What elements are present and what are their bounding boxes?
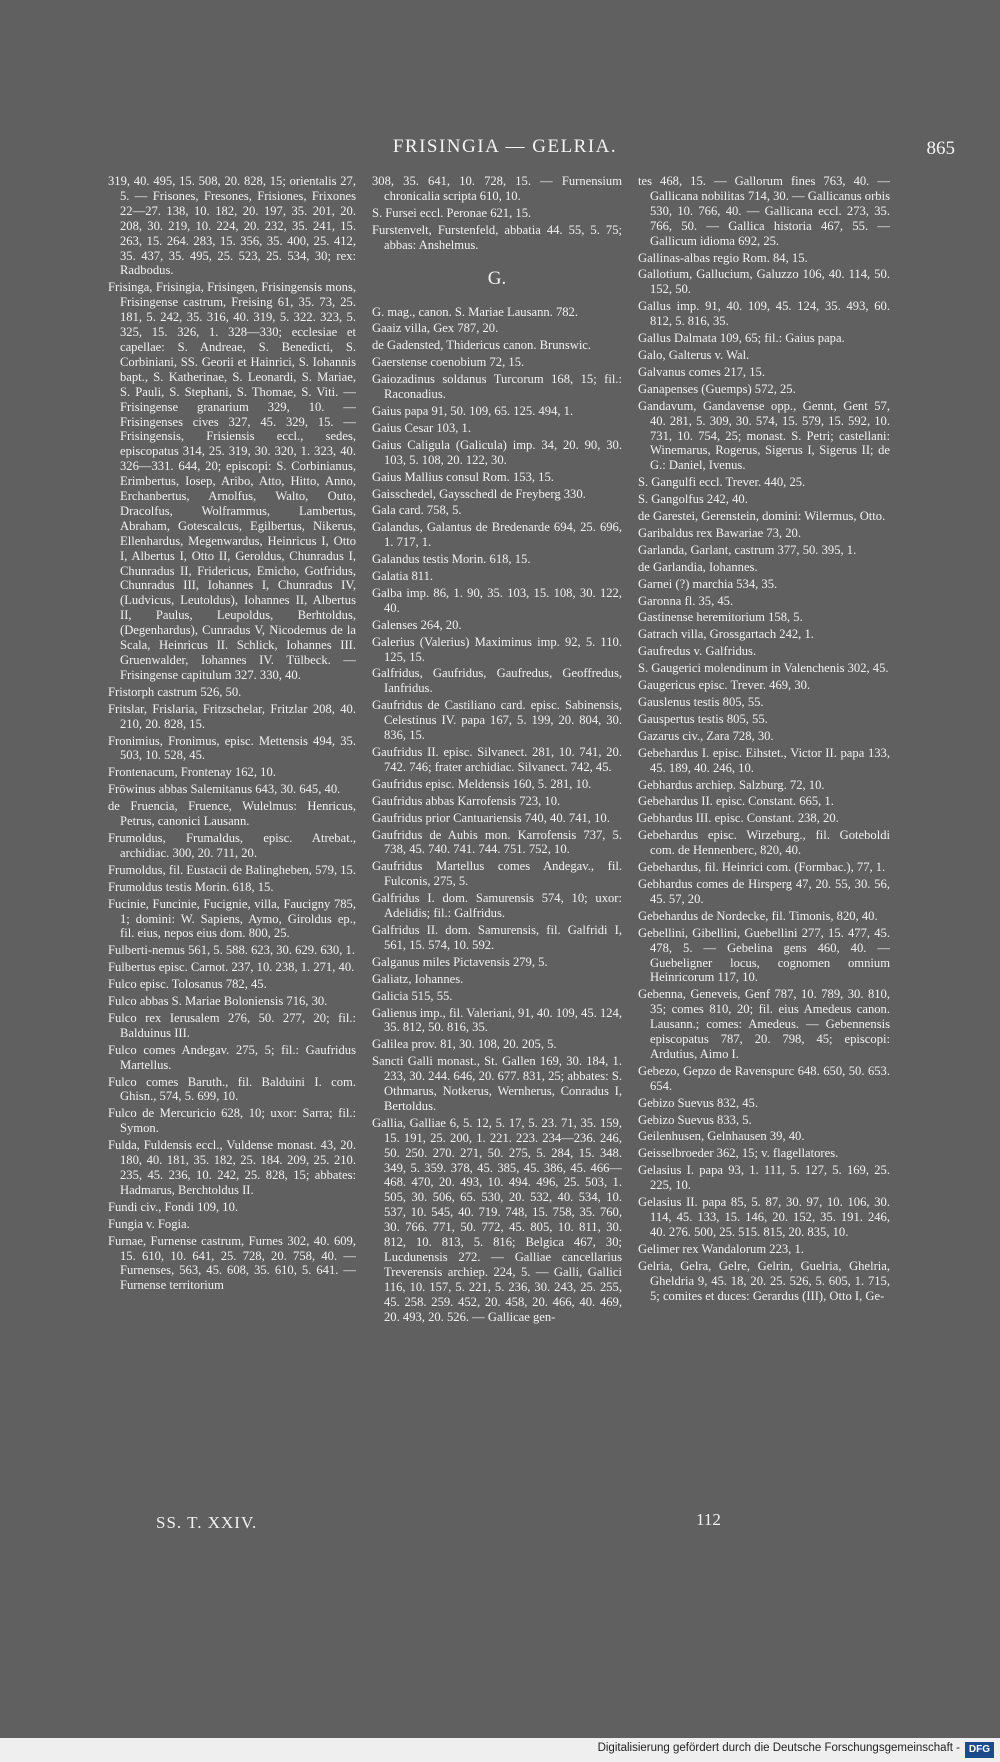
index-entry: Gaufredus v. Galfridus.	[638, 644, 757, 659]
index-entry: Gatrach villa, Grossgartach 242, 1.	[638, 627, 814, 642]
index-entry: Geilenhusen, Gelnhausen 39, 40.	[638, 1129, 805, 1144]
index-entry: Gaufridus de Castiliano card. episc. Sabinensis, Celestinus IV. papa 167, 5. 199, 20. 804, 30. 836, 15.	[372, 698, 622, 743]
index-entry: Fulco rex Ierusalem 276, 50. 277, 20; fil.: Balduinus III.	[108, 1010, 356, 1040]
index-entry: Gallia, Galliae 6, 5. 12, 5. 17, 5. 23. 71, 35. 159, 15. 191, 25. 200, 1. 221. 223. 234—236. 246, 50. 250. 270. 271, 50. 275, 5. 284, 15. 348. 349, 5. 359. 378, 45. 385, 45. 386, 45. 466—468. 470, 20. 493, 10. 494. 496, 25. 503, 1. 505, 30. 506, 65. 530, 20. 532, 40. 534, 10. 537, 10. 545, 40. 719. 748, 15. 758, 35. 760, 30. 766. 771, 50. 772, 45. 805, 10. 811, 30. 812, 10. 813, 5. 816; Belgica 467, 30; Lucdunensis 272. — Galliae cancellarius Treverensis archiep. 224, 5. — Galli, Gallici 116, 10. 157, 5. 221, 5. 236, 30. 243, 25. 255, 45. 258. 259. 452, 20. 458, 20. 466, 40. 469, 20. 493, 20. 526. — Gallicae gen-	[372, 1115, 622, 1324]
index-entry: Galandus testis Morin. 618, 15.	[372, 552, 531, 567]
index-entry: 308, 35. 641, 10. 728, 15. — Furnensium chronicalia scripta 610, 10.	[372, 174, 622, 203]
index-entry: Gaius papa 91, 50. 109, 65. 125. 494, 1.	[372, 403, 574, 418]
running-title: FRISINGIA — GELRIA.	[392, 136, 618, 157]
index-entry: Fundi civ., Fondi 109, 10.	[108, 1199, 239, 1214]
index-entry: Gaaiz villa, Gex 787, 20.	[372, 321, 499, 336]
index-entry: Gaugericus episc. Trever. 469, 30.	[638, 678, 811, 693]
index-entry: Fulco episc. Tolosanus 782, 45.	[108, 977, 267, 992]
index-entry: Gebellini, Gibellini, Guebellini 277, 15. 477, 45. 478, 5. — Gebelina gens 460, 40. — Guebeligner locus, cognomen omnium Heinricorum 117, 10.	[638, 925, 890, 985]
index-entry: Gaufridus de Aubis mon. Karrofensis 737, 5. 738, 45. 740. 741. 744. 751. 752, 10.	[372, 827, 622, 857]
index-entry: de Garestei, Gerenstein, domini: Wilermus, Otto.	[638, 509, 886, 524]
index-entry: Geisselbroeder 362, 15; v. flagellatores.	[638, 1146, 839, 1161]
index-entry: Gebizo Suevus 832, 45.	[638, 1095, 758, 1110]
index-entry: Gallotium, Gallucium, Galuzzo 106, 40. 114, 50. 152, 50.	[638, 267, 890, 297]
digitization-footer	[0, 1738, 1000, 1762]
index-entry: G. mag., canon. S. Mariae Lausann. 782.	[372, 304, 578, 319]
index-entry: Gaius Mallius consul Rom. 153, 15.	[372, 469, 554, 484]
index-entry: Sancti Galli monast., St. Gallen 169, 30. 184, 1. 233, 30. 244. 646, 20. 677. 831, 25; abbates: S. Othmarus, Notkerus, Wernherus, Conradus I, Bertoldus.	[372, 1054, 622, 1113]
index-entry: S. Gangolfus 242, 40.	[638, 492, 748, 507]
page-number: 865	[926, 138, 955, 159]
index-entry: Gaiozadinus soldanus Turcorum 168, 15; fil.: Raconadius.	[372, 372, 622, 402]
index-entry: Galfridus, Gaufridus, Gaufredus, Geoffredus, Ianfridus.	[372, 666, 622, 696]
index-entry: Gallus Dalmata 109, 65; fil.: Gaius papa.	[638, 331, 845, 346]
index-entry: Gaufridus abbas Karrofensis 723, 10.	[372, 793, 561, 808]
index-entry: Garnei (?) marchia 534, 35.	[638, 576, 778, 591]
index-entry: Frontenacum, Frontenay 162, 10.	[108, 765, 276, 780]
index-column-right	[638, 174, 890, 1504]
index-entry: Galiatz, Iohannes.	[372, 971, 464, 986]
index-entry: Furstenvelt, Furstenfeld, abbatia 44. 55, 5. 75; abbas: Anshelmus.	[372, 222, 622, 252]
index-entry: Gebizo Suevus 833, 5.	[638, 1112, 752, 1127]
index-entry: Galilea prov. 81, 30. 108, 20. 205, 5.	[372, 1037, 557, 1052]
index-entry: Fucinie, Funcinie, Fucignie, villa, Faucigny 785, 1; domini: W. Sapiens, Aymo, Giroldus ep., fil. eius, nepos eius dom. 800, 25.	[108, 896, 356, 941]
index-entry: Gebhardus comes de Hirsperg 47, 20. 55, 30. 56, 45. 57, 20.	[638, 876, 890, 906]
index-entry: Gaius Caligula (Galicula) imp. 34, 20. 90, 30. 103, 5. 108, 20. 122, 30.	[372, 437, 622, 467]
index-entry: Ganapenses (Guemps) 572, 25.	[638, 381, 796, 396]
index-entry: Frōwinus abbas Salemitanus 643, 30. 645, 40.	[108, 782, 341, 797]
index-entry: de Fruencia, Fruence, Wulelmus: Henricus, Petrus, canonici Lausann.	[108, 799, 356, 829]
index-entry: Furnae, Furnense castrum, Furnes 302, 40. 609, 15. 610, 10. 641, 25. 728, 20. 758, 40. — Furnenses, 563, 45. 608, 35. 610, 5. 641. — Furnense territorium	[108, 1233, 356, 1293]
index-entry: Galo, Galterus v. Wal.	[638, 347, 750, 362]
footer-credit-text: Digitalisierung gefördert durch die Deutsche Forschungsgemeinschaft -	[597, 1742, 960, 1754]
index-entry: Fulberti-nemus 561, 5. 588. 623, 30. 629. 630, 1.	[108, 943, 355, 958]
index-entry: Galganus miles Pictavensis 279, 5.	[372, 954, 548, 969]
index-entry: Gauslenus testis 805, 55.	[638, 695, 764, 709]
index-entry: S. Fursei eccl. Peronae 621, 15.	[372, 205, 532, 220]
signature-number: 112	[696, 1510, 721, 1529]
index-entry: Frisinga, Frisingia, Frisingen, Frisingensis mons, Frisingense castrum, Freising 61, 35. 73, 25. 181, 5. 242, 35. 316, 40. 319, 5. 322. 323, 5. 325, 15. 326, 1. 328—330; ecclesiae et capellae: S. Andreae, S. Benedicti, S. Corbiniani, SS. Georii et Hainrici, S. Iohannis bapt., S. Katherinae, S. Leonardi, S. Mariae, S. Pauli, S. Stephani, S. Thomae, S. Viti. — Frisingense granarium 329, 10. — Frisingenses cives 327, 45. 329, 15. — Frisingensis, Frisiensis eccl., sedes, episcopatus 314, 25. 319, 30. 320, 1. 323, 40. 326—331. 644, 20; episcopi: S. Corbinianus, Erimbertus, Iosep, Aribo, Atto, Hitto, Anno, Erchanbertus, Arnolfus, Walto, Outo, Dracolfus, Wolframmus, Lambertus, Abraham, Gotescalcus, Egilbertus, Nikerus, Ellenhardus, Megenwardus, Heinricus I, Otto I, Albertus I, Otto II, Geroldus, Chunradus I, Chunradus II, Fridericus, Emicho, Gotfridus, Chunradus III, Iohannes I, Chunradus IV, (Ludvicus, Leutoldus), Iohannes II, Albertus II, Paulus, Leupoldus, Berhtoldus, (Degenhardus), Cunradus V, Nicodemus de la Scala, Heinricus II. Schlick, Iohannes III. Gruenwalder, Iohannes IV. Tülbeck. — Frisingense capitulum 327. 330, 40.	[108, 280, 356, 682]
index-entry: Gauspertus testis 805, 55.	[638, 711, 768, 726]
index-entry: Garibaldus rex Bawariae 73, 20.	[638, 525, 801, 540]
index-entry: Fulco de Mercuricio 628, 10; uxor: Sarra; fil.: Symon.	[108, 1106, 356, 1136]
index-entry: Galvanus comes 217, 15.	[638, 364, 765, 379]
index-entry: Gebehardus I. episc. Eihstet., Victor II. papa 133, 45. 189, 40. 246, 10.	[638, 745, 890, 775]
index-entry: Fulco comes Andegav. 275, 5; fil.: Gaufridus Martellus.	[108, 1042, 356, 1072]
index-entry: Gebezo, Gepzo de Ravenspurc 648. 650, 50. 653. 654.	[638, 1063, 890, 1093]
signature-mark: SS. T. XXIV.	[156, 1513, 258, 1532]
index-entry: Gebehardus episc. Wirzeburg., fil. Goteboldi com. de Hennenberc, 820, 40.	[638, 828, 890, 858]
index-entry: Fristorph castrum 526, 50.	[108, 684, 242, 699]
index-entry: Fulco abbas S. Mariae Boloniensis 716, 30.	[108, 994, 328, 1009]
index-entry: Frumoldus testis Morin. 618, 15.	[108, 879, 274, 894]
section-heading-letter: G.	[487, 267, 507, 289]
index-entry: Fronimius, Fronimus, episc. Mettensis 494, 35. 503, 10. 528, 45.	[108, 733, 356, 763]
index-entry: de Gadensted, Thidericus canon. Brunswic.	[372, 338, 592, 353]
index-entry: Gebehardus II. episc. Constant. 665, 1.	[638, 794, 834, 809]
index-entry: Galerius (Valerius) Maximinus imp. 92, 5. 110. 125, 15.	[372, 634, 622, 664]
index-entry: Gelria, Gelra, Gelre, Gelrin, Guelria, Ghelria, Gheldria 9, 45. 18, 20. 25. 526, 5. 605, 1. 715, 5; comites et duces: Gerardus (III), Otto I, Ge-	[638, 1258, 890, 1303]
index-entry: Frumoldus, Frumaldus, episc. Atrebat., archidiac. 300, 20. 711, 20.	[108, 830, 356, 860]
index-entry: Fritslar, Frislaria, Fritzschelar, Fritzlar 208, 40. 210, 20. 828, 15.	[108, 701, 356, 731]
dfg-logo: DFG	[965, 1742, 994, 1758]
index-entry: Gelasius I. papa 93, 1. 111, 5. 127, 5. 169, 25. 225, 10.	[638, 1163, 890, 1193]
index-column-left	[108, 174, 356, 1504]
index-entry: Gaufridus II. episc. Silvanect. 281, 10. 741, 20. 742. 746; frater archidiac. Silvanect. 742, 45.	[372, 745, 622, 774]
index-entry: S. Gaugerici molendinum in Valenchenis 302, 45.	[638, 661, 889, 676]
index-entry: Gaius Cesar 103, 1.	[372, 420, 471, 435]
index-entry: Galienus imp., fil. Valeriani, 91, 40. 109, 45. 124, 35. 812, 50. 816, 35.	[372, 1005, 622, 1035]
index-entry: Galatia 811.	[372, 569, 434, 584]
index-entry: Galandus, Galantus de Bredenarde 694, 25. 696, 1. 717, 1.	[372, 520, 622, 550]
index-entry: Galfridus II. dom. Samurensis, fil. Galfridi I, 561, 15. 574, 10. 592.	[372, 922, 622, 952]
index-entry: 319, 40. 495, 15. 508, 20. 828, 15; orientalis 27, 5. — Frisones, Fresones, Frisiones, Frixones 22—27. 138, 10. 182, 20. 197, 35. 201, 20. 208, 30. 219, 10. 224, 20. 232, 35. 241, 15. 263, 15. 264. 283, 15. 356, 35. 400, 25. 412, 35. 437, 35. 495, 25. 523, 25. 534, 30; rex: Radbodus.	[108, 174, 356, 278]
index-entry: Galenses 264, 20.	[372, 617, 462, 632]
index-entry: Gelasius II. papa 85, 5. 87, 30. 97, 10. 106, 30. 114, 45. 133, 15. 146, 20. 152, 35. 191. 246, 40. 276. 500, 25. 515. 815, 20. 835, 10.	[638, 1195, 890, 1239]
index-entry: Gelimer rex Wandalorum 223, 1.	[638, 1241, 804, 1256]
index-entry: Galfridus I. dom. Samurensis 574, 10; uxor: Adelidis; fil.: Galfridus.	[372, 891, 622, 921]
index-entry: Gebhardus III. episc. Constant. 238, 20.	[638, 811, 839, 826]
index-entry: Gastinense heremitorium 158, 5.	[638, 610, 803, 625]
index-entry: de Garlandia, Iohannes.	[638, 559, 758, 574]
index-entry: Gazarus civ., Zara 728, 30.	[638, 728, 774, 743]
index-entry: Fulbertus episc. Carnot. 237, 10. 238, 1. 271, 40.	[108, 960, 355, 975]
index-entry: Gebhardus archiep. Salzburg. 72, 10.	[638, 777, 825, 792]
index-entry: Garonna fl. 35, 45.	[638, 593, 734, 608]
index-entry: Fungia v. Fogia.	[108, 1216, 190, 1231]
index-entry: S. Gangulfi eccl. Trever. 440, 25.	[638, 475, 806, 490]
index-entry: Fulda, Fuldensis eccl., Vuldense monast. 43, 20. 180, 40. 181, 35. 182, 25. 184. 209, 25. 210. 235, 45. 236, 10. 242, 25. 828, 15; abbates: Hadmarus, Berchtoldus II.	[108, 1138, 356, 1197]
index-entry: Gallus imp. 91, 40. 109, 45. 124, 35. 493, 60. 812, 5. 816, 35.	[638, 299, 890, 329]
index-entry: Gala card. 758, 5.	[372, 503, 462, 518]
index-entry: Galba imp. 86, 1. 90, 35. 103, 15. 108, 30. 122, 40.	[372, 585, 622, 615]
index-entry: Fulco comes Baruth., fil. Balduini I. com. Ghisn., 574, 5. 699, 10.	[108, 1074, 356, 1104]
index-entry: Gebehardus, fil. Heinrici com. (Formbac.), 77, 1.	[638, 860, 886, 875]
index-entry: Gandavum, Gandavense opp., Gennt, Gent 57, 40. 281, 5. 309, 30. 574, 15. 579, 15. 592, 10. 731, 10. 754, 25; monast. S. Petri; castellani: Winemarus, Rogerus, Sigerus I, Sigerus II; de G.: Daniel, Ivenus.	[638, 398, 890, 473]
index-entry: Gaufridus episc. Meldensis 160, 5. 281, 10.	[372, 776, 592, 791]
index-entry: Gaufridus prior Cantuariensis 740, 40. 741, 10.	[372, 810, 610, 825]
index-entry: tes 468, 15. — Gallorum fines 763, 40. — Gallicana nobilitas 714, 30. — Gallicanus orbis 530, 10. 766, 40. — Gallicana eccl. 273, 35. 766, 50. — Gallica historia 467, 55. — Gallicum idioma 692, 25.	[638, 174, 890, 248]
index-entry: Gebehardus de Nordecke, fil. Timonis, 820, 40.	[638, 908, 878, 923]
index-column-middle-top	[372, 174, 622, 253]
index-column-middle-bottom	[372, 305, 622, 1325]
index-entry: Gaisschedel, Gaysschedl de Freyberg 330.	[372, 486, 586, 501]
index-entry: Frumoldus, fil. Eustacii de Balingheben, 579, 15.	[108, 862, 356, 877]
index-entry: Gebenna, Geneveis, Genf 787, 10. 789, 30. 810, 35; comes 810, 20; fil. eius Amedeus canon. Lausann.; comes: Amedeus. — Gebennensis episcopatus 787, 20. 798, 45; episcopi: Ardutius, Aimo I.	[638, 987, 890, 1061]
index-entry: Galicia 515, 55.	[372, 988, 453, 1003]
index-entry: Garlanda, Garlant, castrum 377, 50. 395, 1.	[638, 542, 857, 557]
index-entry: Gaufridus Martellus comes Andegav., fil. Fulconis, 275, 5.	[372, 859, 622, 889]
index-column-middle	[372, 174, 622, 1504]
index-entry: Gaerstense coenobium 72, 15.	[372, 355, 525, 370]
index-entry: Gallinas-albas regio Rom. 84, 15.	[638, 250, 808, 265]
